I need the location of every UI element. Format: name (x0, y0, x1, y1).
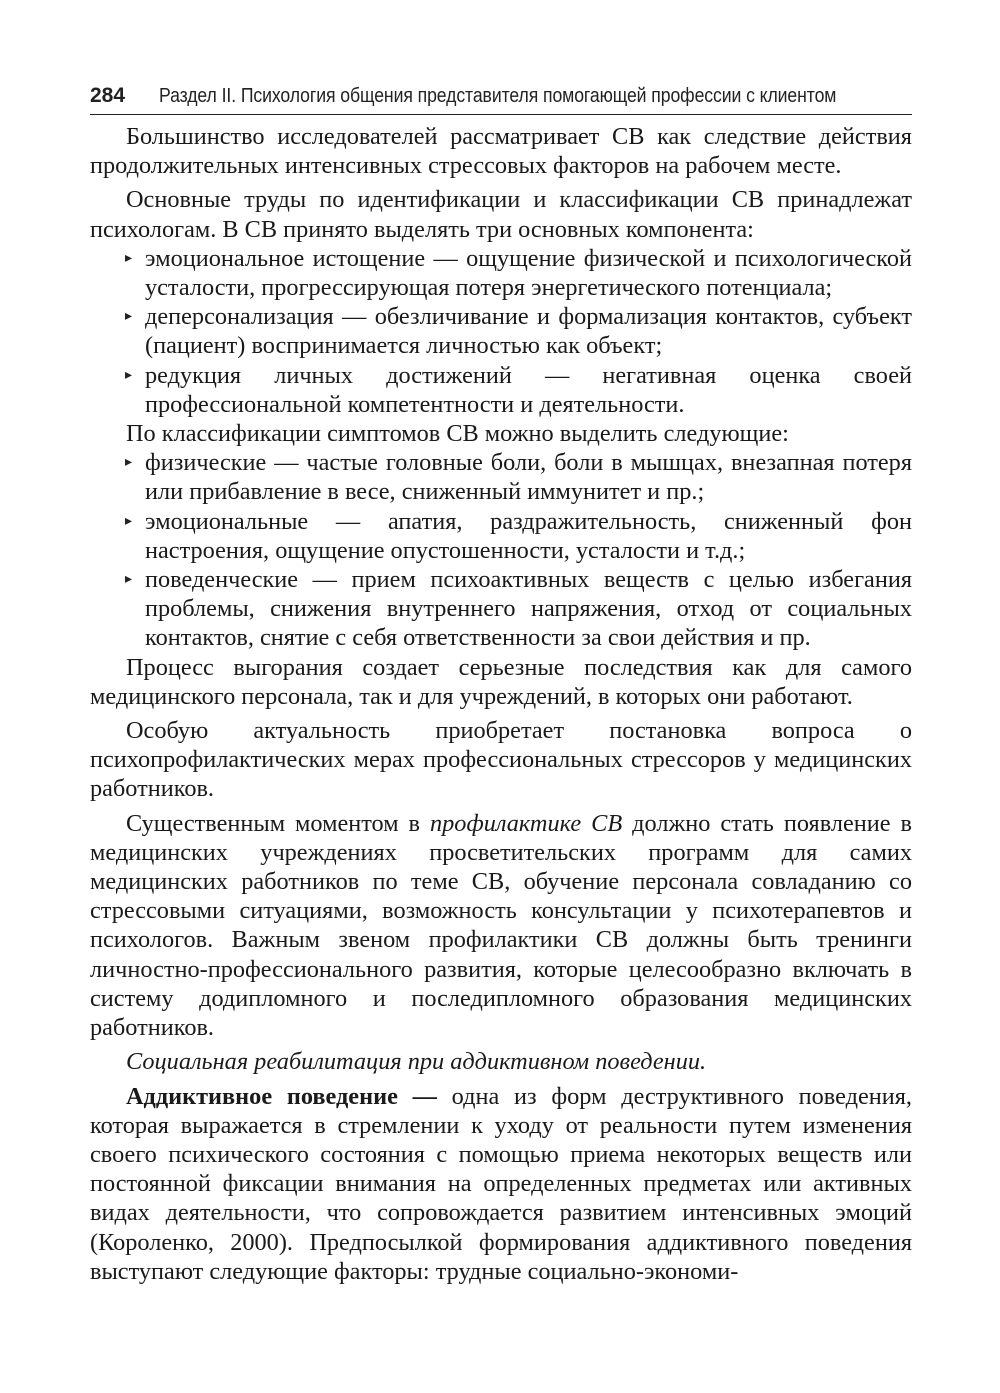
bullet-icon: ▸ (125, 572, 133, 588)
paragraph: Существенным моментом в профилактике СВ должно стать появление в медицинских учреждениях просветительских программ для самих медицинских работников по теме СВ, обучение персонала совладанию со стрессовыми ситуациями, возможность консультации у психотерапевтов и психологов. Важным звеном профилактики СВ должны быть тренинги личностно-профессионального развития, которые целесообразно включать в систему додипломного и последипломного образования медицинских работников. (90, 809, 912, 1042)
components-list (90, 244, 912, 419)
list-item: ▸ эмоциональные — апатия, раздражительность, сниженный фон настроения, ощущение опустошенности, усталости и т.д.; (125, 507, 912, 564)
italic-term: профилактике СВ (430, 809, 623, 837)
paragraph: Процесс выгорания создает серьезные последствия как для самого медицинского персонала, так и для учреждений, в которых они работают. (90, 653, 912, 710)
bullet-icon: ▸ (125, 250, 133, 266)
bold-term: Аддиктивное поведение — (126, 1082, 437, 1110)
running-header (90, 84, 912, 115)
page-number: 284 (90, 84, 126, 107)
symptoms-list (90, 448, 912, 652)
list-item: ▸ деперсонализация — обезличивание и формализация контактов, субъект (пациент) воспринимается личностью как объект; (125, 303, 912, 360)
list-item: ▸ эмоциональное истощение — ощущение физической и психологической усталости, прогрессирующая потеря энергетического потенциала; (125, 244, 912, 302)
paragraph: Основные труды по идентификации и классификации СВ принадлежат психологам. В СВ принято выделять три основных компонента: (90, 186, 912, 243)
italic-subheading: Социальная реабилитация при аддиктивном поведении. (126, 1048, 707, 1076)
bullet-icon: ▸ (125, 455, 133, 471)
bullet-icon: ▸ (125, 309, 133, 325)
paragraph: Большинство исследователей рассматривает СВ как следствие действия продолжительных интенсивных стрессовых факторов на рабочем месте. (90, 123, 912, 180)
paragraph: Особую актуальность приобретает постановка вопроса о психопрофилактических мерах профессиональных стрессоров у медицинских работников. (90, 717, 912, 803)
bullet-icon: ▸ (125, 513, 133, 529)
list-item: ▸ редукция личных достижений — негативная оценка своей профессиональной компетентности и деятельности. (125, 361, 912, 418)
list-item: ▸ физические — частые головные боли, боли в мышцах, внезапная потеря или прибавление в весе, сниженный иммунитет и пр.; (125, 449, 912, 506)
section-title: Раздел II. Психология общения представителя помогающей профессии с клиентом (159, 84, 837, 107)
paragraph: Аддиктивное поведение — одна из форм деструктивного поведения, которая выражается в стремлении к уходу от реальности путем изменения своего психического состояния с помощью приема некоторых веществ или постоянной фиксации внимания на определенных предметах или активных видах деятельности, что сопровождается развитием интенсивных эмоций (Короленко, 2000). Предпосылкой формирования аддиктивного поведения выступают следующие факторы: трудные социально-экономи- (90, 1082, 912, 1285)
page-body (90, 122, 912, 1286)
bullet-icon: ▸ (125, 367, 133, 383)
list-item: ▸ поведенческие — прием психоактивных веществ с целью избегания проблемы, снижения внутреннего напряжения, отход от социальных контактов, снятие с себя ответственности за свои действия и пр. (125, 566, 912, 652)
paragraph: По классификации симптомов СВ можно выделить следующие: (126, 420, 789, 448)
book-page (90, 84, 912, 1286)
